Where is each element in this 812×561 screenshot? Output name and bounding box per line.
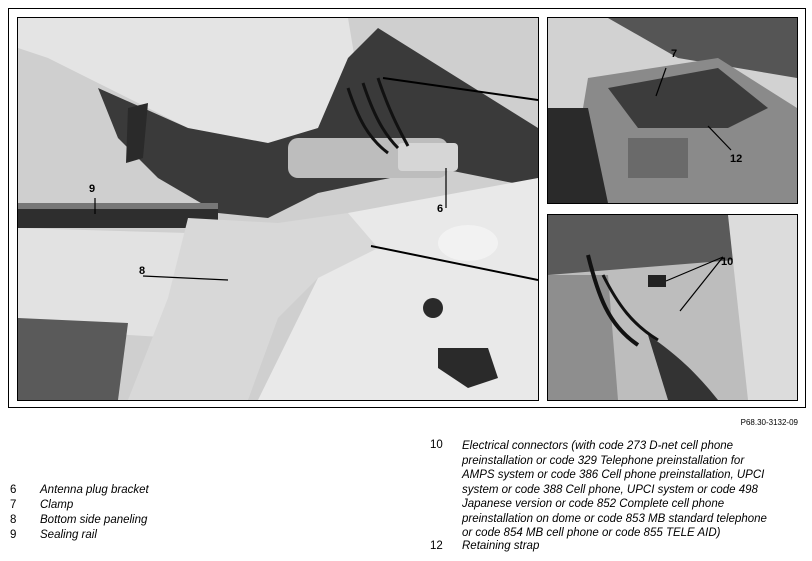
- legend-right: [430, 439, 808, 557]
- main-photo: [17, 17, 539, 401]
- legend-text: Clamp: [40, 499, 74, 511]
- legend-left: [10, 484, 270, 554]
- legend-text-line: system or code 388 Cell phone, UPCI system or code 498: [462, 483, 758, 496]
- legend-text-line: Japanese version or code 852 Complete cell phone: [462, 498, 725, 510]
- figure-reference-code: P68.30-3132-09: [740, 418, 798, 427]
- legend-text-line: preinstallation on dome or code 853 MB standard telephone: [462, 512, 767, 525]
- callout-12: 12: [730, 153, 743, 165]
- legend-text: Bottom side paneling: [40, 514, 148, 526]
- legend-text: Sealing rail: [40, 529, 97, 541]
- legend-number: 9: [10, 529, 17, 541]
- callout-7: 7: [671, 48, 678, 60]
- legend-text: Antenna plug bracket: [40, 484, 149, 496]
- legend-text-line: Electrical connectors (with code 273 D-net cell phone: [462, 440, 734, 452]
- callout-10: 10: [721, 256, 734, 268]
- detail-bottom-illustration: [548, 215, 797, 400]
- callout-9: 9: [89, 183, 96, 195]
- legend-number: 6: [10, 484, 17, 496]
- detail-photo-top: [547, 17, 798, 204]
- legend-text-line: AMPS system or code 386 Cell phone preinstallation, UPCI: [462, 469, 765, 481]
- legend-text-line: preinstallation or code 329 Telephone preinstallation for: [462, 454, 745, 467]
- legend-number: 10: [430, 439, 443, 451]
- legend-number: 7: [10, 499, 17, 511]
- legend-number: 8: [10, 514, 17, 526]
- callout-8: 8: [139, 265, 146, 277]
- detail-photo-bottom: [547, 214, 798, 401]
- detail-top-illustration: [548, 18, 797, 203]
- main-photo-illustration: [18, 18, 538, 400]
- figure-frame: [8, 8, 806, 408]
- legend-text-line: Retaining strap: [462, 540, 540, 552]
- legend-text-line: or code 854 MB cell phone or code 855 TELE AID): [462, 527, 721, 539]
- callout-6: 6: [437, 203, 444, 215]
- legend-number: 12: [430, 540, 443, 552]
